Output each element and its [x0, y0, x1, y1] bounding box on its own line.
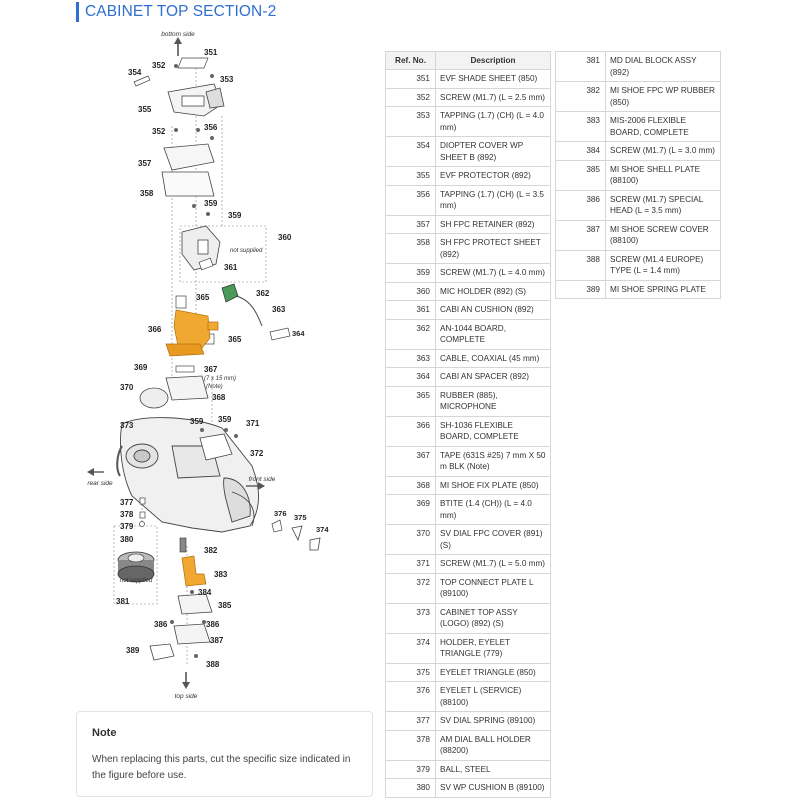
- ref-number-cell: 354: [386, 137, 436, 167]
- description-cell: MI SHOE SHELL PLATE (88100): [606, 160, 721, 190]
- ref-number-cell: 359: [386, 264, 436, 283]
- table-row: [386, 416, 551, 446]
- table-row: [386, 446, 551, 476]
- top-side-arrow: [175, 672, 198, 700]
- callout-382: 382: [204, 546, 218, 555]
- ref-number-cell: 381: [556, 52, 606, 82]
- ref-number-cell: 376: [386, 682, 436, 712]
- part-366-shape: [166, 310, 218, 356]
- callout-362: 362: [256, 289, 270, 298]
- table-row: [386, 107, 551, 137]
- callout-355: 355: [138, 105, 152, 114]
- callout-351: 351: [204, 48, 218, 57]
- description-cell: SH FPC PROTECT SHEET (892): [436, 234, 551, 264]
- table-row: [386, 137, 551, 167]
- exploded-parts-diagram: [82, 26, 329, 702]
- callout-379: 379: [120, 522, 134, 531]
- part-362-shape: [222, 284, 238, 302]
- table-row: [556, 190, 721, 220]
- ref-number-cell: 355: [386, 167, 436, 186]
- table-row: [386, 476, 551, 495]
- callout-360: 360: [278, 233, 292, 242]
- callout-352b: 352: [152, 127, 166, 136]
- table-row: [386, 167, 551, 186]
- table-row: [386, 215, 551, 234]
- table-row: [386, 603, 551, 633]
- description-cell: DIOPTER COVER WP SHEET B (892): [436, 137, 551, 167]
- description-cell: MI SHOE SCREW COVER (88100): [606, 220, 721, 250]
- table-row: [386, 525, 551, 555]
- description-cell: HOLDER, EYELET TRIANGLE (779): [436, 633, 551, 663]
- tape-size-label: (7 x 15 mm): [204, 376, 237, 382]
- rear-side-label: rear side: [87, 480, 113, 487]
- callout-376: 376: [274, 509, 287, 518]
- callout-363: 363: [272, 305, 286, 314]
- ref-number-cell: 372: [386, 573, 436, 603]
- description-cell: CABLE, COAXIAL (45 mm): [436, 349, 551, 368]
- table-row: [386, 70, 551, 89]
- ref-number-cell: 352: [386, 88, 436, 107]
- rear-side-arrow: [87, 468, 113, 487]
- description-cell: CABINET TOP ASSY (LOGO) (892) (S): [436, 603, 551, 633]
- description-cell: EYELET L (SERVICE) (88100): [436, 682, 551, 712]
- description-cell: BALL, STEEL: [436, 760, 551, 779]
- ref-number-cell: 385: [556, 160, 606, 190]
- ref-number-cell: 386: [556, 190, 606, 220]
- ref-number-cell: 363: [386, 349, 436, 368]
- table-row: [386, 185, 551, 215]
- ref-number-cell: 375: [386, 663, 436, 682]
- ref-number-cell: 370: [386, 525, 436, 555]
- description-cell: TOP CONNECT PLATE L (89100): [436, 573, 551, 603]
- ref-number-cell: 362: [386, 319, 436, 349]
- diagram-svg: [82, 26, 329, 702]
- table-row: [386, 301, 551, 320]
- description-cell: SH-1036 FLEXIBLE BOARD, COMPLETE: [436, 416, 551, 446]
- callout-372: 372: [250, 449, 264, 458]
- callout-365b: 365: [228, 335, 242, 344]
- table-row: [386, 282, 551, 301]
- description-cell: TAPE (631S #25) 7 mm X 50 m BLK (Note): [436, 446, 551, 476]
- part-355-shape: [168, 84, 224, 116]
- callout-374: 374: [316, 525, 329, 534]
- front-side-label: front side: [248, 476, 276, 483]
- ref-number-cell: 380: [386, 779, 436, 798]
- table-row: [386, 573, 551, 603]
- description-cell: SCREW (M1.7) SPECIAL HEAD (L = 3.5 mm): [606, 190, 721, 220]
- ref-number-cell: 368: [386, 476, 436, 495]
- description-cell: RUBBER (885), MICROPHONE: [436, 386, 551, 416]
- table-row: [386, 633, 551, 663]
- ref-number-cell: 384: [556, 142, 606, 161]
- description-cell: MI SHOE FPC WP RUBBER (850): [606, 82, 721, 112]
- ref-number-cell: 357: [386, 215, 436, 234]
- table-row: [386, 349, 551, 368]
- parts-table-left: [385, 51, 551, 798]
- table-row: [386, 368, 551, 387]
- table-row: [386, 730, 551, 760]
- not-supplied-label-2: not supplied: [120, 578, 153, 584]
- callout-352: 352: [152, 61, 166, 70]
- table-row: [386, 712, 551, 731]
- description-cell: EVF PROTECTOR (892): [436, 167, 551, 186]
- callout-377: 377: [120, 498, 134, 507]
- ref-number-cell: 361: [386, 301, 436, 320]
- tape-note-label: (Note): [206, 384, 223, 390]
- callout-375: 375: [294, 513, 307, 522]
- note-text: When replacing this parts, cut the specific size indicated in the figure before use.: [92, 754, 351, 781]
- table-row: [386, 495, 551, 525]
- ref-number-cell: 387: [556, 220, 606, 250]
- description-cell: SV WP CUSHION B (89100): [436, 779, 551, 798]
- callout-365: 365: [196, 293, 210, 302]
- callout-366: 366: [148, 325, 162, 334]
- table-row: [386, 760, 551, 779]
- table-row: [386, 319, 551, 349]
- ref-number-cell: 377: [386, 712, 436, 731]
- ref-number-cell: 373: [386, 603, 436, 633]
- table-row: [386, 264, 551, 283]
- description-cell: SH FPC RETAINER (892): [436, 215, 551, 234]
- table-row: [556, 280, 721, 299]
- bottom-side-arrow: [161, 31, 195, 56]
- description-cell: MI SHOE SPRING PLATE: [606, 280, 721, 299]
- table-header-row: [386, 52, 551, 70]
- callout-389: 389: [126, 646, 140, 655]
- callout-386: 386: [154, 620, 168, 629]
- table-row: [556, 112, 721, 142]
- description-cell: AN-1044 BOARD, COMPLETE: [436, 319, 551, 349]
- description-cell: TAPPING (1.7) (CH) (L = 4.0 mm): [436, 107, 551, 137]
- description-cell: MI SHOE FIX PLATE (850): [436, 476, 551, 495]
- description-cell: EVF SHADE SHEET (850): [436, 70, 551, 89]
- callout-378: 378: [120, 510, 134, 519]
- ref-number-cell: 369: [386, 495, 436, 525]
- table-row: [386, 682, 551, 712]
- ref-number-cell: 356: [386, 185, 436, 215]
- description-cell: SV DIAL FPC COVER (891) (S): [436, 525, 551, 555]
- callout-388: 388: [206, 660, 220, 669]
- table-row: [386, 779, 551, 798]
- callout-353: 353: [220, 75, 234, 84]
- description-cell: SCREW (M1.7) (L = 2.5 mm): [436, 88, 551, 107]
- callout-386b: 386: [206, 620, 220, 629]
- bottom-side-label: bottom side: [161, 31, 195, 38]
- parts-table-right-body: [556, 52, 721, 299]
- description-cell: BTITE (1.4 (CH)) (L = 4.0 mm): [436, 495, 551, 525]
- part-351-shape: [178, 58, 208, 68]
- description-cell: SCREW (M1.4 EUROPE) TYPE (L = 1.4 mm): [606, 250, 721, 280]
- ref-number-cell: 389: [556, 280, 606, 299]
- part-383-shape: [182, 556, 206, 586]
- part-358-shape: [162, 172, 214, 196]
- ref-number-cell: 366: [386, 416, 436, 446]
- ref-number-cell: 382: [556, 82, 606, 112]
- ref-number-cell: 351: [386, 70, 436, 89]
- table-row: [386, 88, 551, 107]
- not-supplied-label-1: not supplied: [230, 248, 263, 254]
- top-side-label: top side: [174, 693, 198, 700]
- callout-387: 387: [210, 636, 224, 645]
- callout-354: 354: [128, 68, 142, 77]
- description-cell: SV DIAL SPRING (89100): [436, 712, 551, 731]
- callout-359c: 359: [190, 417, 204, 426]
- callout-370: 370: [120, 383, 134, 392]
- callout-384: 384: [198, 588, 212, 597]
- table-row: [556, 142, 721, 161]
- description-cell: MIC HOLDER (892) (S): [436, 282, 551, 301]
- ref-number-cell: 379: [386, 760, 436, 779]
- table-row: [556, 220, 721, 250]
- callout-381: 381: [116, 597, 130, 606]
- ref-number-cell: 360: [386, 282, 436, 301]
- page-title: CABINET TOP SECTION-2: [76, 2, 276, 22]
- callout-368: 368: [212, 393, 226, 402]
- ref-number-cell: 378: [386, 730, 436, 760]
- ref-number-cell: 365: [386, 386, 436, 416]
- callout-364: 364: [292, 329, 305, 338]
- ref-number-cell: 364: [386, 368, 436, 387]
- description-cell: SCREW (M1.7) (L = 5.0 mm): [436, 555, 551, 574]
- callout-373: 373: [120, 421, 134, 430]
- table-row: [556, 160, 721, 190]
- description-cell: MD DIAL BLOCK ASSY (892): [606, 52, 721, 82]
- note-title: Note: [92, 727, 117, 739]
- description-cell: EYELET TRIANGLE (850): [436, 663, 551, 682]
- callout-359d: 359: [218, 415, 232, 424]
- description-cell: SCREW (M1.7) (L = 4.0 mm): [436, 264, 551, 283]
- table-row: [386, 555, 551, 574]
- callout-361: 361: [224, 263, 238, 272]
- column-header-desc: Description: [436, 52, 551, 70]
- table-row: [556, 250, 721, 280]
- table-row: [386, 663, 551, 682]
- table-row: [386, 386, 551, 416]
- ref-number-cell: 374: [386, 633, 436, 663]
- parts-table-right: [555, 51, 721, 299]
- description-cell: CABI AN SPACER (892): [436, 368, 551, 387]
- callout-359b: 359: [228, 211, 242, 220]
- ref-number-cell: 353: [386, 107, 436, 137]
- description-cell: CABI AN CUSHION (892): [436, 301, 551, 320]
- ref-number-cell: 358: [386, 234, 436, 264]
- callout-367: 367: [204, 365, 218, 374]
- note-box: [76, 711, 373, 797]
- callout-357: 357: [138, 159, 152, 168]
- part-357-shape: [164, 144, 214, 170]
- table-row: [386, 234, 551, 264]
- description-cell: MIS-2006 FLEXIBLE BOARD, COMPLETE: [606, 112, 721, 142]
- column-header-ref: Ref. No.: [386, 52, 436, 70]
- callout-359: 359: [204, 199, 218, 208]
- callout-356: 356: [204, 123, 218, 132]
- ref-number-cell: 367: [386, 446, 436, 476]
- parts-table-left-body: [386, 70, 551, 798]
- description-cell: AM DIAL BALL HOLDER (88200): [436, 730, 551, 760]
- description-cell: SCREW (M1.7) (L = 3.0 mm): [606, 142, 721, 161]
- table-row: [556, 52, 721, 82]
- callout-369: 369: [134, 363, 148, 372]
- ref-number-cell: 383: [556, 112, 606, 142]
- table-row: [556, 82, 721, 112]
- callout-358: 358: [140, 189, 154, 198]
- callout-385: 385: [218, 601, 232, 610]
- description-cell: TAPPING (1.7) (CH) (L = 3.5 mm): [436, 185, 551, 215]
- ref-number-cell: 388: [556, 250, 606, 280]
- ref-number-cell: 371: [386, 555, 436, 574]
- part-354-shape: [134, 76, 150, 86]
- callout-380: 380: [120, 535, 134, 544]
- callout-371: 371: [246, 419, 260, 428]
- callout-383: 383: [214, 570, 228, 579]
